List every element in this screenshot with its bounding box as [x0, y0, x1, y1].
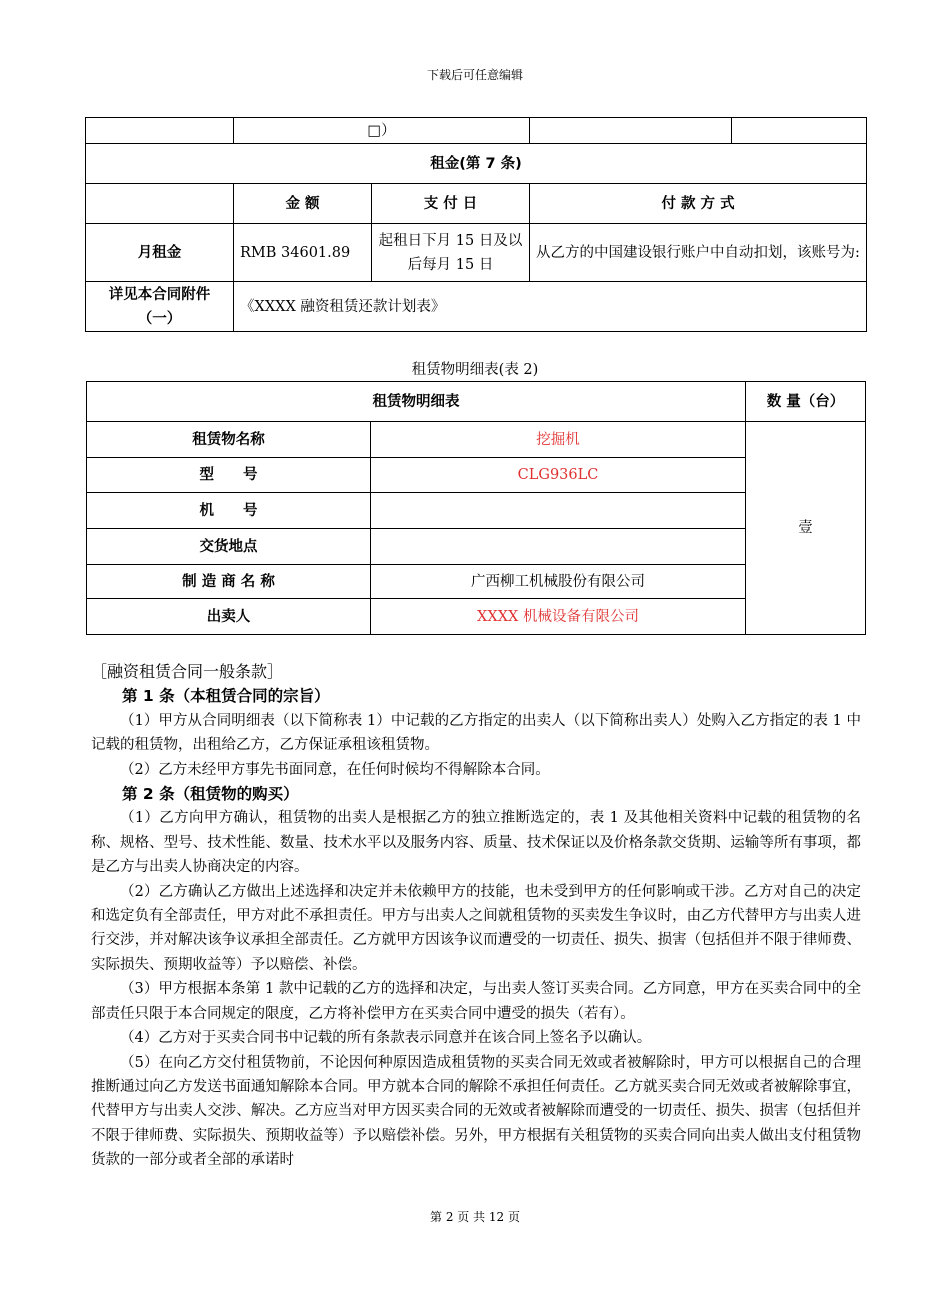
page-footer: 第 2 页 共 12 页: [430, 1210, 520, 1224]
row-value-name: 挖掘机: [371, 422, 746, 458]
row-value-seller: XXXX 机械设备有限公司: [371, 599, 746, 635]
attachment-value: 《XXXX 融资租赁还款计划表》: [234, 282, 867, 332]
col-amount-header: 金 额: [234, 184, 372, 224]
terms-section-title: ［融资租赁合同一般条款］: [91, 662, 284, 681]
rent-table: [85, 117, 867, 332]
rent-empty-cell: [86, 184, 234, 224]
row-label-manufacturer: 制 造 商 名 称: [87, 565, 371, 599]
rent-empty-cell: [732, 118, 867, 144]
article-1-title: 第 1 条（本租赁合同的宗旨）: [122, 687, 330, 706]
article-2-para-1: （1）乙方向甲方确认，租赁物的出卖人是根据乙方的独立推断选定的，表 1 及其他相关资料中记载的租赁物的名称、规格、型号、技术性能、数量、技术水平以及服务内容、质量、技术保证以及价格条款交货期、运输等所有事项，都是乙方与出卖人协商决定的内容。: [91, 810, 861, 876]
monthly-rent-method: 从乙方的中国建设银行账户中自动扣划，该账号为:: [530, 224, 867, 282]
article-2-para-3: （3）甲方根据本条第 1 款中记载的乙方的选择和决定，与出卖人签订买卖合同。乙方同意，甲方在买卖合同中的全部责任只限于本合同规定的限度，乙方将补偿甲方在买卖合同中遭受的损失（若有）。: [91, 981, 861, 1022]
contract-terms: [91, 660, 861, 1173]
row-label-seller: 出卖人: [87, 599, 371, 635]
quantity-value: 壹: [746, 422, 866, 635]
article-2-title: 第 2 条（租赁物的购买）: [122, 785, 299, 804]
rent-section-title: 租金(第 7 条): [86, 144, 867, 184]
monthly-rent-amount: RMB 34601.89: [234, 224, 372, 282]
article-2-para-4: （4）乙方对于买卖合同书中记载的所有条款表示同意并在该合同上签名予以确认。: [120, 1030, 652, 1047]
article-2-para-2: （2）乙方确认乙方做出上述选择和决定并未依赖甲方的技能，也未受到甲方的任何影响或干涉。乙方对自己的决定和选定负有全部责任，甲方对此不承担责任。甲方与出卖人之间就租赁物的买卖发生争议时，由乙方代替甲方与出卖人进行交涉，并对解决该争议承担全部责任。乙方就甲方因该争议而遭受的一切责任、损失、损害（包括但并不限于律师费、实际损失、预期收益等）予以赔偿、补偿。: [91, 883, 861, 973]
quantity-header: 数 量（台）: [746, 382, 866, 422]
row-label-name: 租赁物名称: [87, 422, 371, 458]
col-method-header: 付 款 方 式: [530, 184, 867, 224]
article-1-para-1: （1）甲方从合同明细表（以下简称表 1）中记载的乙方指定的出卖人（以下简称出卖人）处购入乙方指定的表 1 中记载的租赁物，出租给乙方，乙方保证承租该租赁物。: [91, 712, 861, 754]
row-label-model: 型 号: [87, 458, 371, 493]
col-payday-header: 支 付 日: [372, 184, 530, 224]
row-value-manufacturer: 广西柳工机械股份有限公司: [371, 565, 746, 599]
page-header: 下载后可任意编辑: [426, 68, 523, 82]
monthly-rent-label: 月租金: [86, 224, 234, 282]
row-label-machine-no: 机 号: [87, 493, 371, 529]
rent-empty-cell: [530, 118, 732, 144]
monthly-rent-payday: 起租日下月 15 日及以后每月 15 日: [372, 224, 530, 282]
row-label-delivery: 交货地点: [87, 529, 371, 565]
lease-item-table: [86, 381, 866, 635]
rent-empty-cell: [86, 118, 234, 144]
row-value-delivery: [371, 529, 746, 565]
article-1-para-2: （2）乙方未经甲方事先书面同意，在任何时候均不得解除本合同。: [120, 761, 550, 778]
attachment-label: 详见本合同附件（一）: [86, 282, 234, 332]
rent-top-cell: □）: [234, 118, 530, 144]
lease-table-caption: 租赁物明细表(表 2): [411, 362, 539, 378]
row-value-machine-no: [371, 493, 746, 529]
row-value-model: CLG936LC: [371, 458, 746, 493]
lease-table-title: 租赁物明细表: [87, 382, 746, 422]
article-2-para-5: （5）在向乙方交付租赁物前，不论因何种原因造成租赁物的买卖合同无效或者被解除时，甲方可以根据自己的合理推断通过向乙方发送书面通知解除本合同。甲方就本合同的解除不承担任何责任。乙方就买卖合同无效或者被解除事宜，代替甲方与出卖人交涉、解决。乙方应当对甲方因买卖合同的无效或者被解除而遭受的一切责任、损失、损害（包括但并不限于律师费、实际损失、预期收益等）予以赔偿补偿。另外，甲方根据有关租赁物的买卖合同向出卖人做出支付租赁物货款的一部分或者全部的承诺时: [91, 1054, 861, 1169]
